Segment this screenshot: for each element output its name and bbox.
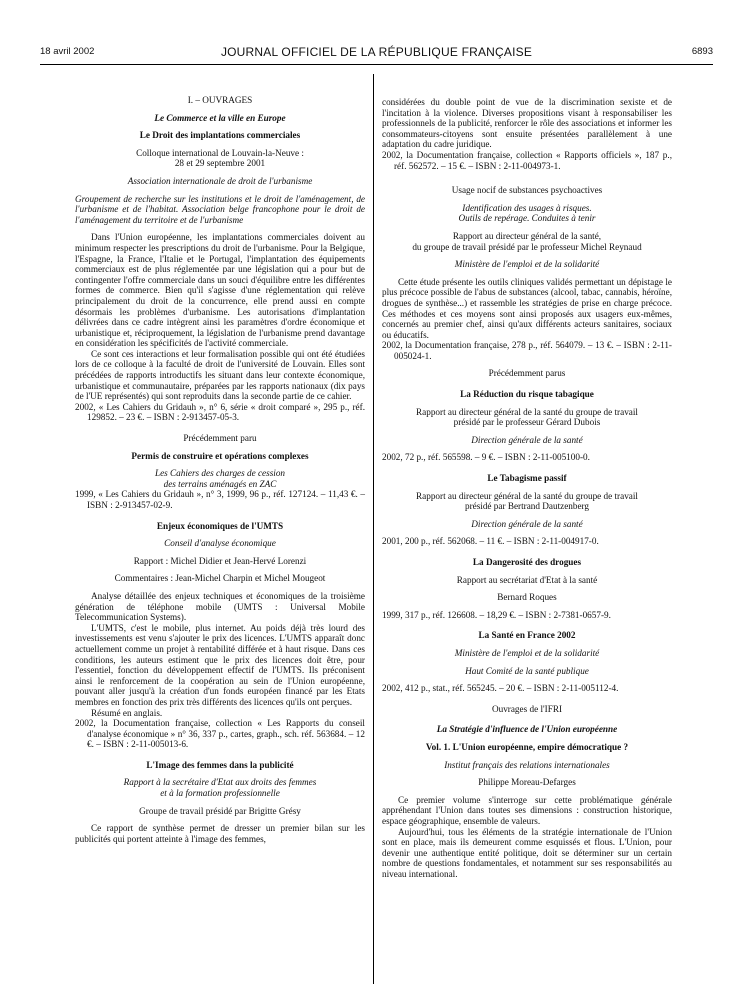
entry-rapport: Rapport : Michel Didier et Jean-Hervé Lorenzi: [133, 555, 307, 566]
entry-group: Groupe de travail présidé par Brigitte Grésy: [139, 805, 301, 816]
header-rule: [40, 64, 713, 65]
header-date: 18 avril 2002: [40, 46, 95, 57]
subsection-heading: Le Commerce et la ville en Europe: [154, 112, 286, 123]
entry-reference: 2002, « Les Cahiers du Gridauh », n° 6, série « droit comparé », 295 p., réf. 129852. – 23 €. – ISBN : 2-913457-05-3.: [75, 401, 365, 423]
entry-paragraph: considérées du double point de vue de la discrimination sexiste et de l'incitation à la violence. Diverses propositions visant à responsabiliser les professionnels de la publicité, renforcer le rôle des associations et informer les consommateurs-citoyens sont ensuite présentées parallèlement à une adaptation du cadre juridique.: [382, 97, 672, 150]
entry-rapport: Rapport au secrétariat d'Etat à la santé: [456, 574, 598, 585]
entry-ministry: Ministère de l'emploi et de la solidarité: [454, 647, 600, 658]
entry-paragraph: Analyse détaillée des enjeux techniques et économiques de la troisième génération de téléphone mobile (UMTS : Universal Mobile Telecommunication Systems).: [75, 590, 365, 623]
entry-paragraph: Aujourd'hui, tous les éléments de la stratégie internationale de l'Union sont en place, mais ils demeurent comme esquissés et flous. L'Union, pour devenir une authentique entité politique, doit se déterminer sur un certain nombre de questions fondamentales, et notamment sur ses responsabilités au niveau international.: [382, 826, 672, 879]
entry-dates: 28 et 29 septembre 2001: [174, 158, 266, 169]
header-page-number: 6893: [691, 46, 713, 57]
subsection-heading: La Stratégie d'influence de l'Union européenne: [436, 724, 618, 735]
entry-paragraph: Cette étude présente les outils cliniques validés permettant un dépistage le plus précoce possible de l'abus de substances (alcool, tabac, cannabis, héroïne, drogues de synthèse...) et rassemble les stratégies de prise en charge précoce. Ces méthodes et ces moyens sont ainsi proposés aux usagers eux-mêmes, concernés au premier chef, ainsi qu'aux différents acteurs sanitaires, sociaux ou éducatifs.: [382, 276, 672, 340]
section-heading: Ouvrages de l'IFRI: [491, 703, 563, 714]
entry-reference: 1999, 317 p., réf. 126608. – 18,29 €. – ISBN : 2-7381-0657-9.: [382, 609, 611, 620]
entry-direction: Direction générale de la santé: [471, 434, 583, 445]
entry-subtitle: Identification des usages à risques.: [462, 202, 592, 213]
entry-rapport: Rapport au directeur général de la santé,: [452, 230, 602, 241]
entry-title: L'Image des femmes dans la publicité: [146, 759, 294, 770]
entry-committee: Haut Comité de la santé publique: [465, 665, 589, 676]
entry-title: Le Tabagisme passif: [487, 473, 567, 484]
entry-subtitle: Outils de repérage. Conduites à tenir: [458, 213, 596, 224]
entry-subtitle: Conseil d'analyse économique: [164, 538, 276, 549]
entry-institute: Institut français des relations internationales: [444, 759, 610, 770]
entry-paragraph: Résumé en anglais.: [91, 707, 163, 718]
entry-title: Enjeux économiques de l'UMTS: [156, 520, 284, 531]
entry-subtitle: Les Cahiers des charges de cession: [154, 468, 286, 479]
entry-author: Philippe Moreau-Defarges: [478, 777, 576, 788]
entry-direction: Direction générale de la santé: [471, 518, 583, 529]
entry-colloque: Colloque international de Louvain-la-Neuve :: [136, 147, 304, 158]
entry-title: Permis de construire et opérations complexes: [131, 450, 309, 461]
left-column: [75, 95, 365, 844]
entry-paragraph: Dans l'Union européenne, les implantations commerciales doivent au minimum respecter les prescriptions du droit de l'urbanisme. Pour la Belgique, l'Espagne, la France, l'Italie et le Portugal, l'implantation des équipements commerciaux est de plus réglementée par une législation qui a pour but de contingenter l'offre commerciale dans un souci d'équilibre entre les différentes formes de commerce. Bien qu'il s'agisse d'une réglementation qui relève principalement du droit de la concurrence, elle prend aussi en compte désormais les problèmes d'urbanisme. Les autorisations d'implantation délivrées dans ce cadre intègrent ainsi les paramètres d'ordre économique et urbanistique et, réciproquement, la législation de l'urbanisme prend davantage en considération les spécificités de l'activité commerciale.: [75, 232, 365, 349]
entry-reference: 1999, « Les Cahiers du Gridauh », n° 3, 1999, 96 p., réf. 127124. – 11,43 €. – ISBN : 2-913457-02-9.: [75, 489, 365, 510]
entry-rapport: du groupe de travail présidé par le professeur Michel Reynaud: [412, 241, 642, 252]
entry-paragraph: Ce sont ces interactions et leur formalisation possible qui ont été étudiées lors de ce colloque à la faculté de droit de l'université de Louvain. Elles sont précédées de rapports introductifs les situant dans leur contexte économique, urbanistique et communautaire, préparées par les rapports nationaux (dix pays de l'UE représentés) qui sont reproduits dans la seconde partie de ce cahier.: [75, 348, 365, 402]
page-header: [40, 46, 713, 60]
entry-paragraph: Ce premier volume s'interroge sur cette problématique générale appréhendant l'Union dans toutes ses dimensions : construction historique, espace géographique, ensemble de valeurs.: [382, 794, 672, 826]
entry-subtitle: Rapport à la secrétaire d'Etat aux droits des femmes: [123, 777, 317, 788]
entry-reference: 2002, la Documentation française, collection « Les Rapports du conseil d'analyse économique » n° 36, 337 p., cartes, graph., sch. réf. 563684. – 12 €. – ISBN : 2-11-005013-6.: [75, 718, 365, 750]
entry-rapport: Rapport au directeur général de la santé du groupe de travail: [416, 490, 638, 501]
entry-title: La Réduction du risque tabagique: [460, 389, 594, 400]
entry-author: Bernard Roques: [497, 592, 557, 603]
entry-reference: 2001, 200 p., réf. 562068. – 11 €. – ISBN : 2-11-004917-0.: [382, 536, 599, 547]
entry-rapport: présidé par Bertrand Dautzenberg: [464, 501, 590, 512]
entry-reference: 2002, 412 p., stat., réf. 565245. – 20 €. – ISBN : 2-11-005112-4.: [382, 683, 619, 694]
entry-title: La Santé en France 2002: [478, 630, 576, 641]
entry-reference: 2002, la Documentation française, collection « Rapports officiels », 187 p., réf. 562572. – 15 €. – ISBN : 2-11-004973-1.: [382, 149, 672, 171]
entry-subtitle: et à la formation professionnelle: [160, 788, 280, 799]
entry-ministry: Ministère de l'emploi et de la solidarité: [454, 259, 600, 270]
entry-rapport: Rapport au directeur général de la santé du groupe de travail: [416, 406, 638, 417]
entry-title: La Dangerosité des drogues: [472, 557, 582, 567]
entry-paragraph: Ce rapport de synthèse permet de dresser un premier bilan sur les publicités qui portent atteinte à l'image des femmes,: [75, 823, 365, 844]
section-heading: I. – OUVRAGES: [187, 95, 253, 105]
header-title: JOURNAL OFFICIEL DE LA RÉPUBLIQUE FRANÇAISE: [220, 45, 533, 59]
previously-published-label: Précédemment paru: [183, 433, 257, 444]
entry-commentaires: Commentaires : Jean-Michel Charpin et Michel Mougeot: [114, 573, 326, 584]
entry-title: Le Droit des implantations commerciales: [139, 130, 301, 141]
column-divider: [373, 74, 374, 984]
entry-title: Usage nocif de substances psychoactives: [451, 185, 603, 196]
entry-reference: 2002, la Documentation française, 278 p., réf. 564079. – 13 €. – ISBN : 2-11-005024-1.: [382, 340, 672, 361]
entry-title: Vol. 1. L'Union européenne, empire démocratique ?: [425, 741, 629, 752]
right-column: [382, 97, 672, 879]
entry-group: Groupement de recherche sur les institutions et le droit de l'aménagement, de l'urbanisme et de l'habitat. Association belge francophone pour le droit de l'aménagement du territoire et de l'urbanisme: [75, 193, 365, 225]
previously-published-label: Précédemment parus: [488, 368, 566, 379]
entry-reference: 2002, 72 p., réf. 565598. – 9 €. – ISBN : 2-11-005100-0.: [382, 452, 590, 463]
entry-paragraph: L'UMTS, c'est le mobile, plus internet. Au poids déjà très lourd des investissements est venu s'ajouter le prix des licences. L'UMTS apparaît donc actuellement comme un projet à rentabilité différée et à haut risque. Dans ces conditions, les auteurs estiment que le prix des licences doit être, pour l'essentiel, fonction du développement effectif de l'UMTS. Ils préconisent ainsi le renforcement de la coopération au sein de l'Union européenne, pouvant aller jusqu'à la création d'un fonds européen financé par les Etats membres en fonction des prix très différents des licences qu'ils ont perçues.: [75, 622, 365, 707]
entry-association: Association internationale de droit de l'urbanisme: [127, 175, 313, 186]
entry-rapport: présidé par le professeur Gérard Dubois: [453, 417, 601, 428]
entry-subtitle: des terrains aménagés en ZAC: [163, 478, 277, 489]
